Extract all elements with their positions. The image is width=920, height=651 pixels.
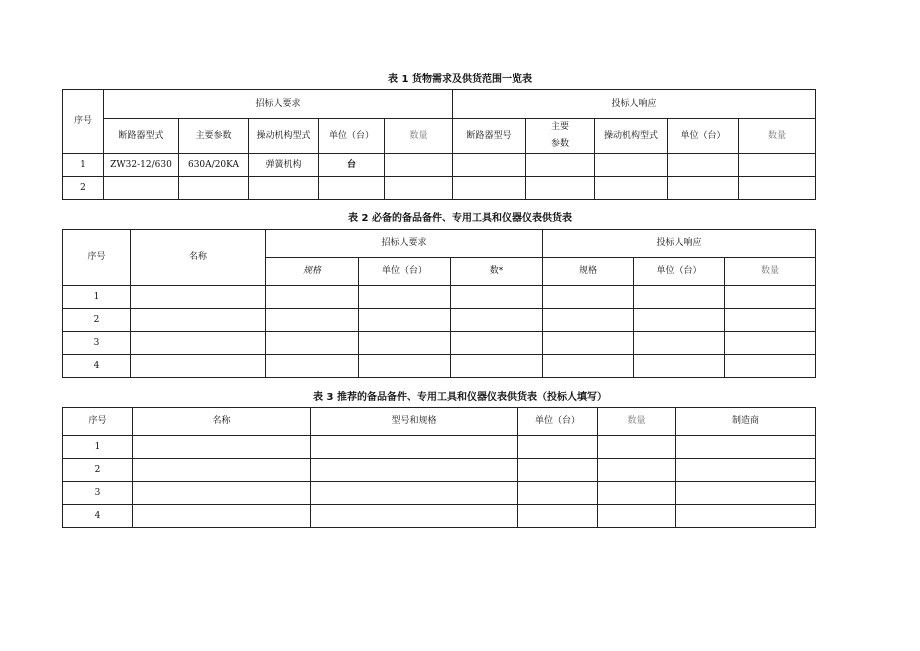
table2-name-header: 名称: [131, 230, 266, 286]
table1-row1-bid-param: [526, 154, 595, 177]
table3-row3-qty: [598, 482, 676, 505]
table-row: [63, 505, 816, 528]
table1-row2-bid-qty: [739, 177, 816, 200]
table1-row1-bid-mech: [595, 154, 668, 177]
table3-row2-seq: 2: [63, 459, 133, 482]
table2-row4-unit: [359, 355, 451, 378]
table1-bid-header-main-param: [526, 119, 595, 154]
table-row: [63, 286, 816, 309]
table1-header-mechanism: 操动机构型式: [249, 119, 319, 154]
table1-bid-header-breaker-model: 断路器型号: [453, 119, 526, 154]
table1-bidder-group-header: 投标人响应: [453, 90, 816, 119]
table2-row2-qty: [451, 309, 543, 332]
table1-seq-header: 序号: [63, 90, 104, 154]
table2-row1-name: [131, 286, 266, 309]
table2-row2-bid-qty: [725, 309, 816, 332]
table1-row1-bid-qty: [739, 154, 816, 177]
table1-row2-mech: [249, 177, 319, 200]
table2-row4-seq: 4: [63, 355, 131, 378]
table2-row2-spec: [266, 309, 359, 332]
table1-header-main-param: 主要参数: [179, 119, 249, 154]
table1-row2-bid-param: [526, 177, 595, 200]
table1-bid-header-main-param-line1: 主要: [550, 122, 569, 132]
table2-caption: 表 2 必备的备品备件、专用工具和仪器仪表供货表: [348, 213, 572, 224]
table1-row2-qty: [385, 177, 453, 200]
table1-row2-type: [104, 177, 179, 200]
table2-row2-bid-unit: [634, 309, 725, 332]
table2-row4-spec: [266, 355, 359, 378]
table2-row1-bid-spec: [543, 286, 634, 309]
table2-row3-spec: [266, 332, 359, 355]
table-row: [63, 154, 816, 177]
table1-caption: 表 1 货物需求及供货范围一览表: [388, 74, 532, 85]
table2-tender-group-header: 招标人要求: [266, 230, 543, 258]
table2-row2-name: [131, 309, 266, 332]
table-row: [63, 482, 816, 505]
table1-tender-group-header: 招标人要求: [104, 90, 453, 119]
table3-row1-qty: [598, 436, 676, 459]
table1-row1-seq: 1: [63, 154, 104, 177]
table2-row3-bid-qty: [725, 332, 816, 355]
table3-row1-model: [311, 436, 518, 459]
table1-bid-header-qty: 数量: [739, 119, 816, 154]
table2-row1-bid-unit: [634, 286, 725, 309]
table2-bid-header-spec: 规格: [543, 258, 634, 286]
table2-row1-seq: 1: [63, 286, 131, 309]
table1-bid-header-main-param-line2: 参数: [550, 139, 569, 149]
table3-row4-unit: [518, 505, 598, 528]
table1-header-breaker-type: 断路器型式: [104, 119, 179, 154]
table3-row2-qty: [598, 459, 676, 482]
table3-row4-seq: 4: [63, 505, 133, 528]
table2-row3-name: [131, 332, 266, 355]
table1: [62, 89, 816, 200]
table3-header-qty: 数量: [598, 408, 676, 436]
table2-header-spec: 规格: [266, 258, 359, 286]
table1-row1-bid-model: [453, 154, 526, 177]
table2-row4-qty: [451, 355, 543, 378]
table-row: [63, 459, 816, 482]
table3-row3-unit: [518, 482, 598, 505]
table3: [62, 407, 816, 528]
table3-row3-name: [133, 482, 311, 505]
table3-row1-name: [133, 436, 311, 459]
table2-row4-name: [131, 355, 266, 378]
table1-row2-unit: [319, 177, 385, 200]
table2-row2-bid-spec: [543, 309, 634, 332]
table2-bid-header-qty: 数量: [725, 258, 816, 286]
table3-header-manufacturer: 制造商: [676, 408, 816, 436]
table3-row3-seq: 3: [63, 482, 133, 505]
table2-header-unit: 单位（台）: [359, 258, 451, 286]
table3-row4-qty: [598, 505, 676, 528]
table2-row1-bid-qty: [725, 286, 816, 309]
table1-row2-param: [179, 177, 249, 200]
table2: [62, 229, 816, 378]
table-row: [63, 309, 816, 332]
table3-row1-manufacturer: [676, 436, 816, 459]
table2-row1-spec: [266, 286, 359, 309]
table-row: [63, 436, 816, 459]
table3-header-name: 名称: [133, 408, 311, 436]
table1-row2-bid-unit: [668, 177, 739, 200]
table2-row2-seq: 2: [63, 309, 131, 332]
table2-row4-bid-unit: [634, 355, 725, 378]
table3-row4-manufacturer: [676, 505, 816, 528]
table2-bidder-group-header: 投标人响应: [543, 230, 816, 258]
table3-row2-name: [133, 459, 311, 482]
table1-row1-bid-unit: [668, 154, 739, 177]
table2-row3-qty: [451, 332, 543, 355]
table2-bid-header-unit: 单位（台）: [634, 258, 725, 286]
table1-row2-bid-model: [453, 177, 526, 200]
table2-seq-header: 序号: [63, 230, 131, 286]
table2-row1-unit: [359, 286, 451, 309]
table2-row2-unit: [359, 309, 451, 332]
table1-row1-unit: 台: [319, 154, 385, 177]
table1-row1-param: 630A/20KA: [179, 154, 249, 177]
table1-row2-seq: 2: [63, 177, 104, 200]
table-row: [63, 177, 816, 200]
table2-row3-unit: [359, 332, 451, 355]
table2-row4-bid-spec: [543, 355, 634, 378]
table1-header-qty: 数量: [385, 119, 453, 154]
table-row: [63, 332, 816, 355]
table3-caption: 表 3 推荐的备品备件、专用工具和仪器仪表供货表（投标人填写）: [313, 392, 607, 403]
table3-row2-unit: [518, 459, 598, 482]
table3-row4-model: [311, 505, 518, 528]
table1-row1-mech: 弹簧机构: [249, 154, 319, 177]
table3-header-unit: 单位（台）: [518, 408, 598, 436]
table3-row2-manufacturer: [676, 459, 816, 482]
table2-row1-qty: [451, 286, 543, 309]
table3-row4-name: [133, 505, 311, 528]
table1-row1-qty: [385, 154, 453, 177]
table1-header-unit: 单位（台）: [319, 119, 385, 154]
table3-row1-unit: [518, 436, 598, 459]
table2-row3-seq: 3: [63, 332, 131, 355]
table2-header-qty: 数*: [451, 258, 543, 286]
table2-row3-bid-spec: [543, 332, 634, 355]
table-row: [63, 355, 816, 378]
table1-row2-bid-mech: [595, 177, 668, 200]
table3-row3-manufacturer: [676, 482, 816, 505]
table1-bid-header-mechanism: 操动机构型式: [595, 119, 668, 154]
table2-row3-bid-unit: [634, 332, 725, 355]
table3-row3-model: [311, 482, 518, 505]
table2-row4-bid-qty: [725, 355, 816, 378]
table3-header-seq: 序号: [63, 408, 133, 436]
table1-bid-header-unit: 单位（台）: [668, 119, 739, 154]
table3-row1-seq: 1: [63, 436, 133, 459]
table3-header-model-spec: 型号和规格: [311, 408, 518, 436]
table1-row1-type: ZW32-12/630: [104, 154, 179, 177]
table3-row2-model: [311, 459, 518, 482]
